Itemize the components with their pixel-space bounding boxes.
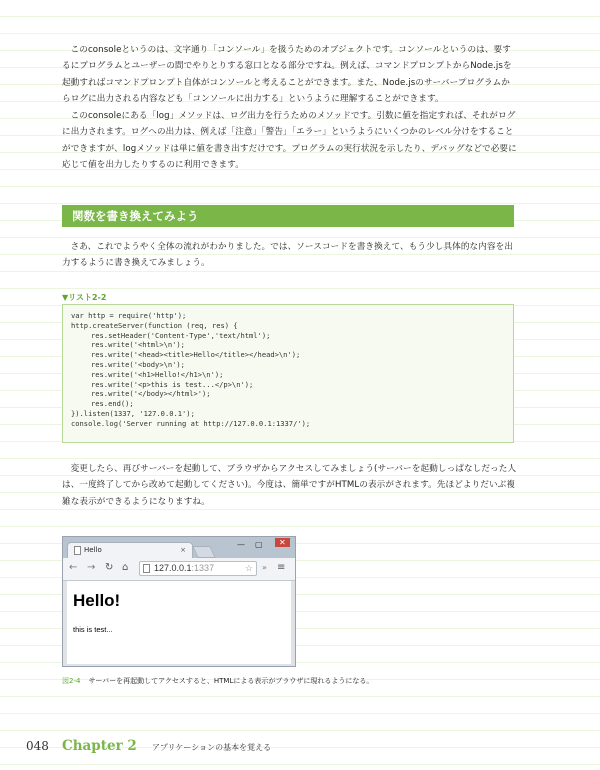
chapter-label: Chapter 2 [62, 738, 137, 754]
listing-label: ▼リスト2-2 [62, 293, 107, 302]
code-listing [62, 304, 514, 443]
code-line: res.write('<p>this is test...</p>\n'); [91, 379, 254, 389]
rendered-heading: Hello! [73, 591, 121, 610]
page-icon [74, 546, 81, 555]
figure-caption-text: サーバーを再起動してアクセスすると、HTMLによる表示がブラウザに現れるようになる。 [88, 677, 374, 685]
code-line: res.write('</body></html>'); [91, 389, 211, 399]
body-paragraph-3: さあ、これでようやく全体の流れがわかりました。では、ソースコードを書き換えて、もう少し具体的な内容を出力するように書き換えてみましょう。 [62, 242, 514, 269]
body-paragraph-4: 変更したら、再びサーバーを起動して、ブラウザからアクセスしてみましょう(サーバーを起動しっぱなしだった人は、一度終了してから改めて起動してください)。今度は、簡単ですがHTMLの表示がされます。先ほどよりだいぶ複雑な表示ができるようになりますね。 [62, 464, 517, 507]
chapter-title: アプリケーションの基本を覚える [151, 743, 272, 752]
close-icon[interactable]: × [180, 546, 186, 554]
code-line: http.createServer(function (req, res) { [71, 320, 238, 330]
code-line: res.write('<h1>Hello!</h1>\n'); [91, 369, 224, 379]
browser-tab-title: Hello [84, 546, 102, 554]
body-paragraph-1: このconsoleというのは、文字通り「コンソール」を扱うためのオブジェクトです。コンソールというのは、要するにプログラムとユーザーの間でやりとりする窓口となる部分ですね。例えば、コマンドプロンプトからNode.jsを起動すればコマンドプロンプト自体がコンソールと考えることができます。また、Node.jsのサーバープログラムからログに出力される内容なども「コンソールに出力する」というように理解することができます。 [62, 45, 512, 104]
browser-tab-bar [63, 537, 295, 558]
page-footer [26, 735, 271, 754]
code-line: }).listen(1337, '127.0.0.1'); [71, 408, 195, 418]
code-line: res.setHeader('Content-Type','text/html'); [91, 330, 271, 340]
close-window-icon[interactable]: ✕ [275, 538, 290, 547]
reload-icon[interactable]: ↻ [105, 562, 114, 573]
browser-screenshot [62, 536, 296, 667]
browser-tab[interactable] [67, 542, 193, 558]
section-heading: 関数を書き換えてみよう [62, 205, 514, 227]
home-icon[interactable]: ⌂ [122, 562, 129, 573]
menu-icon[interactable]: ≡ [277, 562, 286, 573]
body-paragraph-2: このconsoleにある「log」メソッドは、ログ出力を行うためのメソッドです。引数に値を指定すれば、それがログに出力されます。ログへの出力は、例えば「注意」「警告」「エラー」というようにいくつかのレベル分けをすることができますが、logメソッドは単に値を書き出すだけです。プログラムの実行状況を示したり、デバッグなどで必要に応じて値を出力したりするのに利用できます。 [62, 111, 517, 170]
code-line: res.write('<head><title>Hello</title></head>\n'); [91, 350, 301, 360]
url-host: 127.0.0.1 [154, 563, 192, 573]
code-line: res.write('<html>\n'); [91, 340, 185, 350]
new-tab-button[interactable] [192, 546, 216, 558]
code-line: var http = require('http'); [71, 311, 187, 320]
forward-arrow-icon[interactable]: → [87, 562, 96, 573]
code-line: res.end(); [91, 399, 134, 409]
minimize-icon[interactable]: — [237, 540, 245, 549]
address-bar[interactable] [139, 561, 257, 576]
code-line: console.log('Server running at http://127.0.0.1:1337/'); [71, 418, 311, 428]
url-port: :1337 [191, 563, 215, 573]
code-line: res.write('<body>\n'); [91, 359, 185, 369]
page-icon [143, 564, 150, 573]
star-icon[interactable]: ☆ [244, 563, 253, 573]
rendered-paragraph: this is test... [73, 625, 113, 634]
browser-viewport [67, 581, 291, 664]
back-arrow-icon[interactable]: ← [69, 562, 78, 573]
browser-toolbar [63, 558, 295, 581]
extensions-icon[interactable]: » [262, 563, 267, 572]
figure-caption [62, 676, 373, 686]
page-number: 048 [26, 739, 49, 753]
figure-number: 図2-4 [62, 677, 81, 685]
maximize-icon[interactable]: ▢ [255, 540, 263, 549]
